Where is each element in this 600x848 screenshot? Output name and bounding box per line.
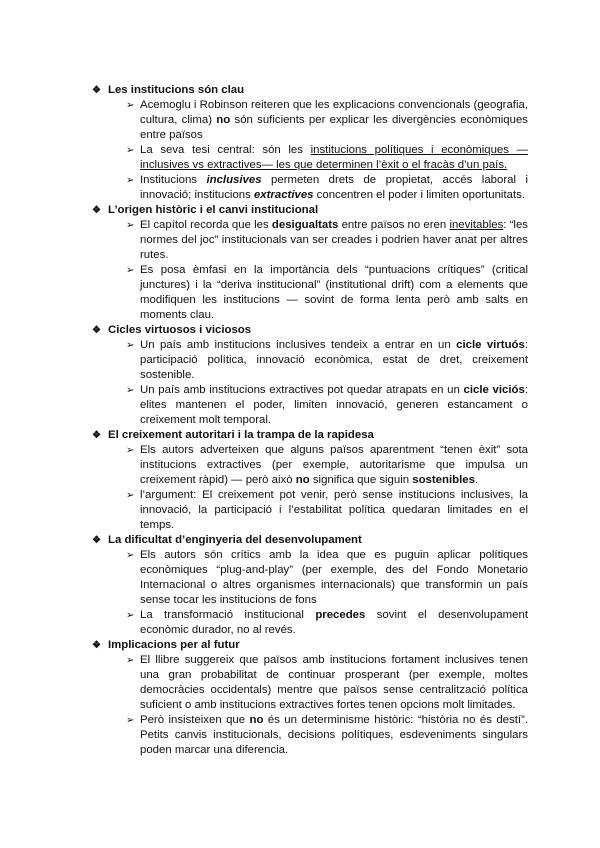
list-item-text: [140, 608, 528, 638]
text-run: Els autors són crítics amb la idea que es puguin aplicar polítiques econòmiques “plug-and-play” (per exemple, des del Fondo Monetario Internacional o altres organismes internacionals) que transformin un país sense tocar les institucions de fons: [140, 549, 528, 606]
section-title: La dificultat d’enginyeria del desenvolupament: [108, 534, 362, 546]
list-item-text: [140, 143, 528, 173]
list-item-text: [140, 488, 528, 533]
section-title: L’origen històric i el canvi institucional: [108, 204, 319, 216]
text-run: inclusives: [206, 174, 262, 186]
list-item: [126, 443, 528, 488]
text-run: desigualtats: [271, 219, 339, 231]
arrow-bullet-icon: ➢: [126, 445, 135, 456]
bullet-list: [126, 98, 528, 203]
text-run: extractives: [253, 189, 314, 201]
list-item: [126, 488, 528, 533]
text-run: no: [249, 714, 264, 726]
section-heading: [92, 203, 528, 218]
list-item: [126, 338, 528, 383]
text-run: Però insisteixen que: [140, 714, 250, 726]
list-item: [126, 653, 528, 713]
section-heading: [92, 638, 528, 653]
list-item-text: [140, 173, 528, 203]
list-item-text: [140, 653, 528, 713]
section-heading: [92, 83, 528, 98]
list-item: [126, 608, 528, 638]
text-run: Els autors adverteixen que alguns països aparentment “tenen èxit” sota institucions extractives (per exemple, autoritarisme que impulsa un creixement ràpid) — però això: [140, 444, 528, 486]
section-heading: [92, 533, 528, 548]
diamond-bullet-icon: ❖: [92, 535, 101, 546]
list-item: [126, 98, 528, 143]
text-run: no: [216, 114, 231, 126]
section: [92, 203, 528, 323]
section: [92, 533, 528, 638]
bullet-list: [126, 443, 528, 533]
arrow-bullet-icon: ➢: [126, 385, 135, 396]
arrow-bullet-icon: ➢: [126, 715, 135, 726]
section-title: El creixement autoritari i la trampa de la rapidesa: [108, 429, 374, 441]
text-run: inevitables: [449, 219, 504, 231]
text-run: cicle virtuós: [456, 339, 525, 351]
section-title: Implicacions per al futur: [108, 639, 240, 651]
section: [92, 83, 528, 203]
diamond-bullet-icon: ❖: [92, 640, 101, 651]
arrow-bullet-icon: ➢: [126, 175, 135, 186]
list-item-text: [140, 383, 528, 428]
text-run: no: [295, 474, 310, 486]
text-run: sovint el desenvolupament econòmic durador, no al revés.: [140, 609, 529, 636]
arrow-bullet-icon: ➢: [126, 100, 135, 111]
section: [92, 428, 528, 533]
bullet-list: [126, 218, 528, 323]
section: [92, 323, 528, 428]
arrow-bullet-icon: ➢: [126, 220, 135, 231]
text-run: cicle viciós: [463, 384, 525, 396]
text-run: concentren el poder i limiten oportunitats.: [313, 189, 525, 201]
list-item: [126, 173, 528, 203]
list-item: [126, 143, 528, 173]
text-run: El llibre suggereix que països amb institucions fortament inclusives tenen una gran probabilitat de continuar prosperant (per exemple, moltes democràcies occidentals) mentre que països sense centralització política suficient o amb institucions extractives fortes tenen opcions molt limitades.: [140, 654, 528, 711]
section-heading: [92, 323, 528, 338]
list-item-text: [140, 443, 528, 488]
bullet-list: [126, 653, 528, 758]
arrow-bullet-icon: ➢: [126, 490, 135, 501]
list-item: [126, 218, 528, 263]
arrow-bullet-icon: ➢: [126, 340, 135, 351]
text-run: La seva tesi central: són les: [140, 144, 311, 156]
list-item: [126, 548, 528, 608]
arrow-bullet-icon: ➢: [126, 655, 135, 666]
list-item-text: [140, 338, 528, 383]
diamond-bullet-icon: ❖: [92, 205, 101, 216]
diamond-bullet-icon: ❖: [92, 85, 101, 96]
diamond-bullet-icon: ❖: [92, 325, 101, 336]
text-run: : “les normes del joc” institucionals van ser creades i podrien haver anat per altres rutes.: [140, 219, 528, 261]
list-item: [126, 263, 528, 323]
list-item: [126, 713, 528, 758]
text-run: entre països no eren: [338, 219, 450, 231]
arrow-bullet-icon: ➢: [126, 145, 135, 156]
text-run: .: [474, 474, 479, 486]
list-item-text: [140, 713, 528, 758]
text-run: : elites mantenen el poder, limiten innovació, generen estancament o creixement molt temporal.: [140, 384, 528, 426]
text-run: institucions polítiques i econòmiques —inclusives vs extractives— les que determinen l’èxit o el fracàs d’un país.: [140, 144, 528, 171]
section: [92, 638, 528, 758]
list-item-text: [140, 263, 528, 323]
text-run: Un país amb institucions inclusives tendeix a entrar en un: [140, 339, 457, 351]
bullet-list: [126, 548, 528, 638]
arrow-bullet-icon: ➢: [126, 550, 135, 561]
section-title: Les institucions són clau: [108, 84, 245, 96]
text-run: l’argument: El creixement pot venir, però sense institucions inclusives, la innovació, la participació i l’estabilitat política quedaran limitades en el temps.: [140, 489, 528, 531]
diamond-bullet-icon: ❖: [92, 430, 101, 441]
text-run: La transformació institucional: [140, 609, 316, 621]
text-run: són suficients per explicar les divergències econòmiques entre països: [140, 114, 528, 141]
arrow-bullet-icon: ➢: [126, 610, 135, 621]
list-item-text: [140, 548, 528, 608]
text-run: El capítol recorda que les: [140, 219, 272, 231]
list-item-text: [140, 98, 528, 143]
text-run: és un determinisme històric: “història no és destí”. Petits canvis institucionals, decisions polítiques, esdeveniments singulars poden marcar una diferencia.: [140, 714, 528, 756]
list-item: [126, 383, 528, 428]
text-run: Acemoglu i Robinson reiteren que les explicacions convencionals (geografia, cultura, clima): [140, 99, 528, 126]
document-body: [92, 83, 528, 758]
arrow-bullet-icon: ➢: [126, 265, 135, 276]
text-run: precedes: [315, 609, 366, 621]
text-run: Es posa èmfasi en la importància dels “puntuacions crítiques” (critical junctures) i la “deriva institucional” (institutional drift) com a elements que modifiquen les institucions — sovint de forma lenta però amb salts en moments clau.: [140, 264, 528, 321]
section-title: Cicles virtuosos i viciosos: [108, 324, 252, 336]
text-run: Institucions: [140, 174, 207, 186]
text-run: sostenibles: [412, 474, 475, 486]
text-run: : participació política, innovació econòmica, estat de dret, creixement sostenible.: [140, 339, 528, 381]
text-run: permeten drets de propietat, accés laboral i innovació; institucions: [140, 174, 528, 201]
text-run: significa que siguin: [309, 474, 413, 486]
section-heading: [92, 428, 528, 443]
text-run: Un país amb institucions extractives pot quedar atrapats en un: [140, 384, 464, 396]
bullet-list: [126, 338, 528, 428]
list-item-text: [140, 218, 528, 263]
